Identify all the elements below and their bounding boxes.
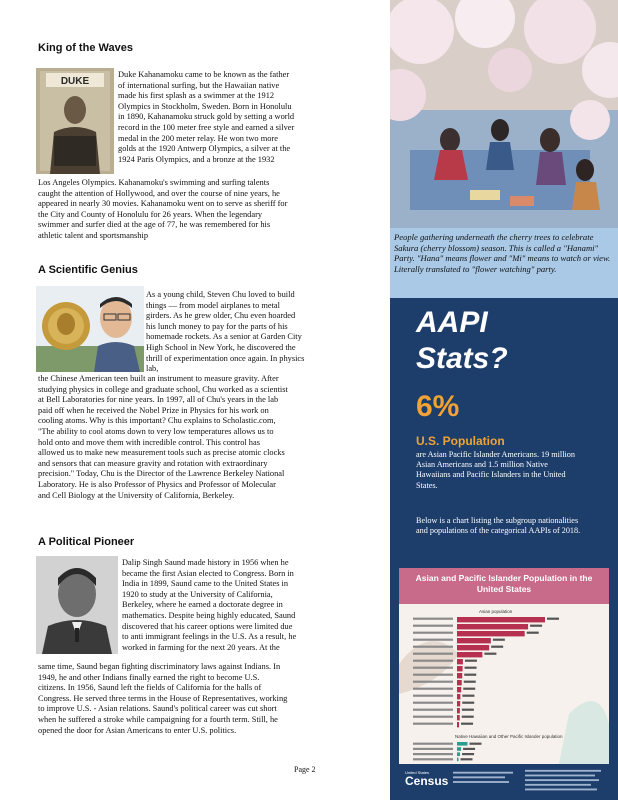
asian-value-12 xyxy=(462,702,474,704)
duke-paragraph-1: Duke Kahanamoku came to be known as the father of international surfing, but the Hawaiian native made his first splash as a swimmer at the 1912 Olympics in Stockholm, Sweden. Born in Honolulu in 1890, Kahanamoku struck gold by setting a world record in the 100 meter free style and earned a silver medal in the 200 meter relay. He won two more golds at the 1920 Antwerp Olympics, a silver at the 1924 Paris Olympics, and a bronze at the 1932 xyxy=(118,70,295,164)
cherry-photo-caption-box xyxy=(390,228,618,298)
nhpi-label-2 xyxy=(413,753,453,755)
asian-bar-6 xyxy=(457,659,463,664)
asian-label-6 xyxy=(413,660,453,662)
census-logo xyxy=(405,770,449,794)
census-logo-big-text: Census xyxy=(405,774,449,788)
asian-value-11 xyxy=(462,695,474,697)
asian-bar-7 xyxy=(457,666,463,671)
asian-bar-13 xyxy=(457,708,460,713)
stats-body-1: are Asian Pacific Islander Americans. 19 million Asian Americans and 1.5 million Native Hawaiians and Pacific Islanders in the United States. xyxy=(416,450,575,490)
asian-value-14 xyxy=(462,716,474,718)
asian-label-13 xyxy=(413,709,453,711)
asian-value-2 xyxy=(527,632,539,634)
asian-value-0 xyxy=(547,618,559,620)
asian-bar-15 xyxy=(457,722,459,727)
duke-heading: King of the Waves xyxy=(38,42,133,54)
asian-label-9 xyxy=(413,681,453,683)
asian-value-4 xyxy=(491,646,503,648)
asian-label-3 xyxy=(413,639,453,641)
asian-label-2 xyxy=(413,632,453,634)
asian-value-5 xyxy=(484,653,496,655)
population-bar-chart xyxy=(399,604,609,764)
stats-percent: 6% xyxy=(416,390,460,423)
saund-paragraph-2: same time, Saund began fighting discriminatory laws against Indians. In 1949, he and other Indians finally earned the right to become U.S. citizens. In 1956, Saund left the fields of California for the halls of Congress. He served three terms in the House of Representatives, working to improve U.S. - Asian relations. Saund's political career was cut short when he suffered a stroke while campaigning for a fourth term. Still, he opened the door for Asian Americans to enter U.S. politics. xyxy=(38,662,288,735)
infographic-header xyxy=(399,568,609,604)
asian-value-3 xyxy=(493,639,505,641)
nhpi-group-label: Native Hawaiian and Other Pacific Islander population xyxy=(455,734,563,739)
dalip-singh-saund-photo xyxy=(36,556,118,654)
nhpi-bar-3 xyxy=(457,758,459,762)
stats-subheading: U.S. Population xyxy=(416,434,505,448)
asian-label-1 xyxy=(413,625,453,627)
nhpi-label-1 xyxy=(413,748,453,750)
asian-bar-5 xyxy=(457,652,482,657)
nhpi-value-1 xyxy=(463,748,475,750)
asian-bar-8 xyxy=(457,673,462,678)
asian-bar-3 xyxy=(457,638,491,643)
asian-label-12 xyxy=(413,702,453,704)
footer-fine-print xyxy=(453,768,603,796)
chu-paragraph-1: As a young child, Steven Chu loved to build things — from model airplanes to metal girders. As he grew older, Chu even hoarded his lunch money to pay for the parts of his homemade rockets. As a senior at Garden City High School in New York, he discovered the thrill of experimentation once again. In physics lab, xyxy=(146,290,305,374)
asian-value-13 xyxy=(462,709,474,711)
cherry-blossom-party-photo xyxy=(390,0,618,228)
asian-bar-10 xyxy=(457,687,461,692)
nhpi-bar-2 xyxy=(457,752,460,756)
asian-bar-12 xyxy=(457,701,460,706)
asian-label-11 xyxy=(413,695,453,697)
nhpi-label-3 xyxy=(413,758,453,760)
asian-label-14 xyxy=(413,716,453,718)
page-number: Page 2 xyxy=(294,765,316,774)
asian-label-8 xyxy=(413,674,453,676)
asian-bar-0 xyxy=(457,617,545,622)
asian-label-0 xyxy=(413,618,453,620)
asian-value-1 xyxy=(530,625,542,627)
infographic-title: Asian and Pacific Islander Population in the United States xyxy=(415,573,593,594)
cherry-photo-caption: People gathering underneath the cherry trees to celebrate Sakura (cherry blossom) season. This is called a "Hanami" Party. "Hana" means flower and "Mi" means to watch or view. Literally translated to "flower watching" party. xyxy=(394,232,611,274)
asian-value-9 xyxy=(464,681,476,683)
asian-value-15 xyxy=(461,723,473,725)
nhpi-value-3 xyxy=(461,758,473,760)
nhpi-value-2 xyxy=(462,753,474,755)
asian-label-10 xyxy=(413,688,453,690)
chu-heading: A Scientific Genius xyxy=(38,264,138,276)
nhpi-value-0 xyxy=(469,743,481,745)
asian-bar-9 xyxy=(457,680,462,685)
asian-group-label: Asian population xyxy=(479,609,513,614)
steven-chu-photo xyxy=(36,286,144,372)
duke-shirt-text: DUKE xyxy=(60,76,90,87)
nhpi-bar-0 xyxy=(457,742,467,746)
asian-bar-2 xyxy=(457,631,525,636)
asian-value-8 xyxy=(464,674,476,676)
duke-paragraph-2: Los Angeles Olympics. Kahanamoku's swimming and surfing talents caught the attention of Hollywood, and over the course of nine years, he appeared in nearly 30 movies. Kahanamoku went on to serve as sheriff for the City and County of Honolulu for 26 years. When the legendary swimmer and surfer died at the age of 77, he was remembered for his athletic talent and sportsmanship xyxy=(38,178,288,240)
infographic-footer xyxy=(399,764,609,800)
stats-title-line-2: Stats? xyxy=(416,342,508,375)
chu-paragraph-2: the Chinese American teen built an instrument to measure gravity. After studying physics in college and graduate school, Chu worked as a scientist at Bell Laboratories for nine years. In 1997, all of Chu's years in the lab paid off when he received the Nobel Prize in Physics for his work on cooling atoms. Why is this important? Chu explains to Scholastic.com, "The ability to cool atoms down to very low temperatures allows us to hold onto and move them with incredible control. This control has allowed us to make new measurement tools such as precise atomic clocks and sensors that can measure gravity and rotation with extraordinary precision." Today, Chu is the Director of the Lawrence Berkeley National Laboratory. He is also Professor of Physics and Professor of Molecular and Cell Biology at the University of California, Berkeley. xyxy=(38,374,288,500)
asian-bar-1 xyxy=(457,624,528,629)
saund-paragraph-1: Dalip Singh Saund made history in 1956 when he became the first Asian elected to Congress. Born in India in 1899, Saund came to the United States in 1920 to study at the University of California, Berkeley, where he earned a doctorate degree in mathematics. Despite being highly educated, Saund discovered that his career options were limited due to anti immigrant feelings in the U.S. As a result, he worked in farming for the next 20 years. At the xyxy=(122,558,297,652)
asian-value-6 xyxy=(465,660,477,662)
asian-value-7 xyxy=(465,667,477,669)
duke-kahanamoku-photo xyxy=(36,68,114,174)
asian-bar-14 xyxy=(457,715,460,720)
stats-title-line-1: AAPI xyxy=(416,306,488,339)
saund-heading: A Political Pioneer xyxy=(38,536,135,548)
census-logo-small-text: United States xyxy=(405,770,430,775)
census-infographic xyxy=(399,568,609,800)
asian-label-5 xyxy=(413,653,453,655)
asian-label-15 xyxy=(413,723,453,725)
asian-bar-4 xyxy=(457,645,489,650)
asian-bar-11 xyxy=(457,694,460,699)
aapi-stats-panel xyxy=(390,298,618,800)
nhpi-label-0 xyxy=(413,743,453,745)
nhpi-bar-1 xyxy=(457,747,461,751)
asian-label-7 xyxy=(413,667,453,669)
stats-body-2: Below is a chart listing the subgroup nationalities and populations of the categorical AAPIs of 2018. xyxy=(416,516,581,536)
asian-label-4 xyxy=(413,646,453,648)
asian-value-10 xyxy=(463,688,475,690)
